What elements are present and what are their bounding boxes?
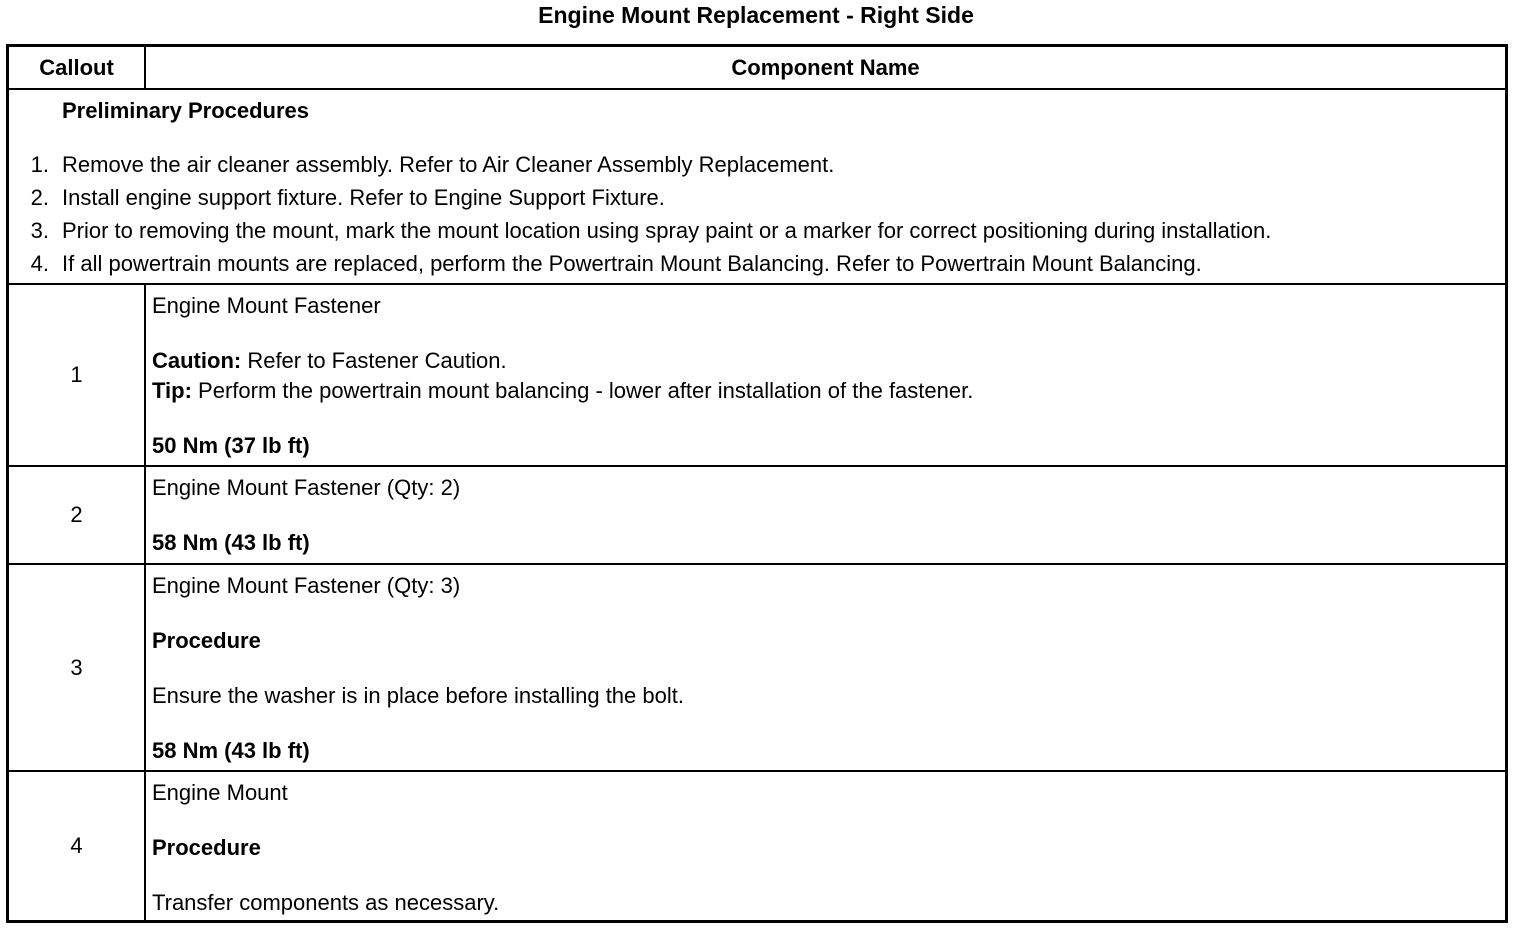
table-row (9, 772, 1505, 920)
step-number: 4. (30, 251, 49, 276)
tip-label: Tip: (152, 378, 192, 403)
component-cell (146, 565, 1505, 770)
table-header-row (9, 47, 1505, 90)
callout-number: 2 (9, 467, 146, 563)
component-cell (146, 285, 1505, 465)
component-name: Engine Mount Fastener (Qty: 3) (152, 573, 461, 598)
step-text: If all powertrain mounts are replaced, perform the Powertrain Mount Balancing. Refer to Powertrain Mount Balancing. (62, 251, 1202, 276)
torque-spec: 50 Nm (37 lb ft) (152, 433, 310, 458)
callout-number: 1 (9, 285, 146, 465)
header-callout: Callout (9, 47, 146, 88)
header-component-name: Component Name (731, 54, 920, 80)
callout-number: 3 (9, 565, 146, 770)
torque-spec: 58 Nm (43 lb ft) (152, 530, 310, 555)
procedure-text: Transfer components as necessary. (152, 890, 500, 915)
component-name: Engine Mount Fastener (Qty: 2) (152, 475, 461, 500)
step-number: 3. (30, 218, 49, 243)
preliminary-step (9, 185, 665, 211)
preliminary-step (9, 251, 1202, 277)
step-text: Prior to removing the mount, mark the mount location using spray paint or a marker for correct positioning during installation. (62, 218, 1272, 243)
table-row (9, 467, 1505, 565)
step-number: 1. (30, 152, 49, 177)
preliminary-step (9, 218, 1271, 244)
component-cell (146, 772, 1505, 920)
preliminary-procedures (9, 90, 1505, 283)
preliminary-procedures-row (9, 90, 1505, 285)
callout-number: 4 (9, 772, 146, 920)
procedure-text: Ensure the washer is in place before installing the bolt. (152, 683, 684, 708)
step-number: 2. (30, 185, 49, 210)
preliminary-step (9, 152, 834, 178)
component-cell (146, 467, 1505, 563)
component-name: Engine Mount Fastener (152, 293, 381, 318)
tip-text: Perform the powertrain mount balancing - lower after installation of the fastener. (191, 378, 974, 403)
caution-line (152, 348, 507, 374)
component-table (6, 44, 1508, 923)
caution-label: Caution: (152, 348, 242, 373)
step-text: Install engine support fixture. Refer to Engine Support Fixture. (62, 185, 665, 210)
tip-line (152, 378, 973, 404)
procedure-label: Procedure (152, 628, 261, 653)
caution-text: Refer to Fastener Caution. (241, 348, 507, 373)
preliminary-heading: Preliminary Procedures (62, 98, 310, 123)
torque-spec: 58 Nm (43 lb ft) (152, 738, 310, 763)
component-name: Engine Mount (152, 780, 288, 805)
document-title: Engine Mount Replacement - Right Side (538, 2, 974, 28)
procedure-label: Procedure (152, 835, 261, 860)
table-row (9, 565, 1505, 772)
table-row (9, 285, 1505, 467)
step-text: Remove the air cleaner assembly. Refer to Air Cleaner Assembly Replacement. (62, 152, 835, 177)
